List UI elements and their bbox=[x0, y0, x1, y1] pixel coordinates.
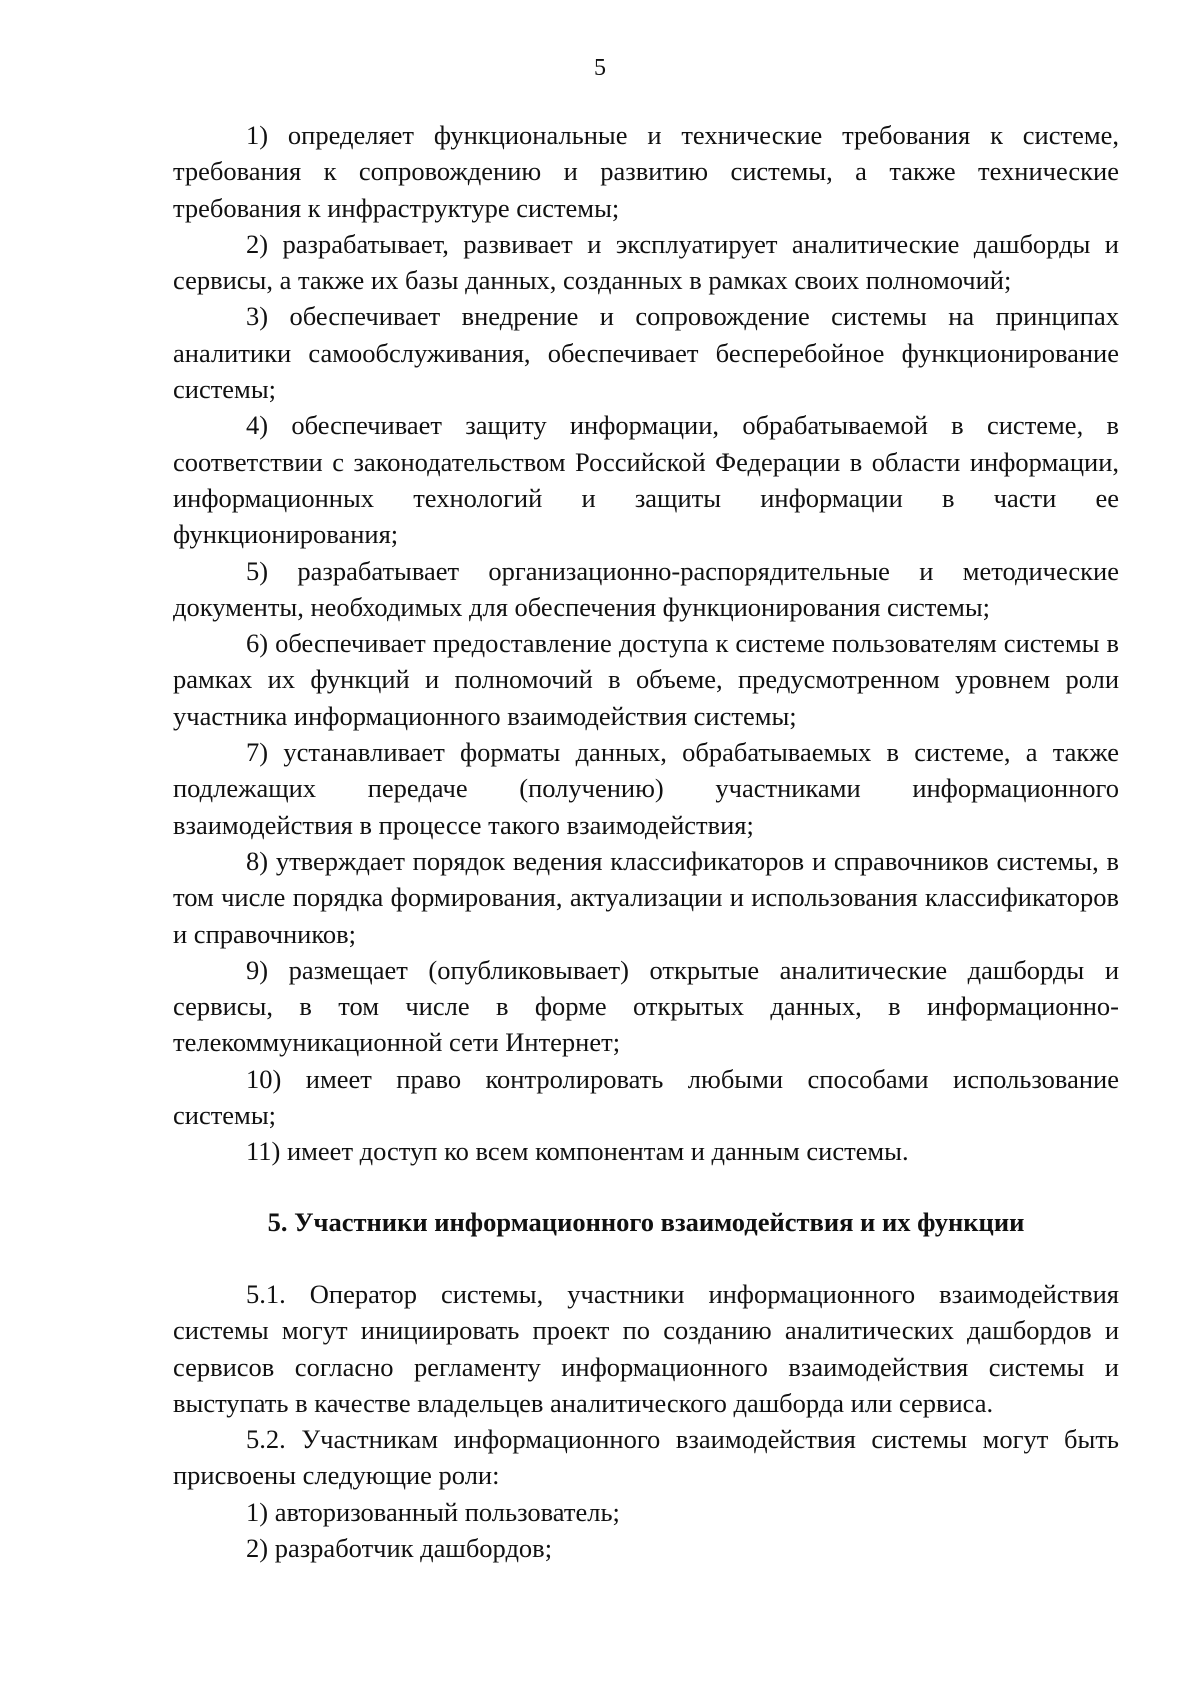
section-heading: 5. Участники информационного взаимодействия и их функции bbox=[267, 1206, 1025, 1237]
page-number: 5 bbox=[594, 55, 606, 81]
list-item: 10) имеет право контролировать любыми способами использование системы; bbox=[173, 1063, 1119, 1131]
document-body bbox=[173, 117, 1119, 1566]
list-item: 1) определяет функциональные и технические требования к системе, требования к сопровождению и развитию системы, а также технические требования к инфраструктуре системы; bbox=[173, 120, 1119, 223]
section-paragraph: 5.1. Оператор системы, участники информационного взаимодействия системы могут инициировать проект по созданию аналитических дашбордов и сервисов согласно регламенту информационного взаимодействия системы и выступать в качестве владельцев аналитического дашборда или сервиса. bbox=[173, 1278, 1119, 1418]
list-item: 11) имеет доступ ко всем компонентам и данным системы. bbox=[246, 1136, 909, 1167]
list-item: 6) обеспечивает предоставление доступа к системе пользователям системы в рамках их функций и полномочий в объеме, предусмотренном уровнем роли участника информационного взаимодействия системы; bbox=[173, 628, 1119, 731]
list-item: 9) размещает (опубликовывает) открытые аналитические дашборды и сервисы, в том числе в форме открытых данных, в информационно-телекоммуникационной сети Интернет; bbox=[173, 954, 1119, 1058]
list-item: 4) обеспечивает защиту информации, обрабатываемой в системе, в соответствии с законодательством Российской Федерации в области информации, информационных технологий и защиты информации в части ее функционирования; bbox=[173, 410, 1119, 550]
list-item: 7) устанавливает форматы данных, обрабатываемых в системе, а также подлежащих передаче (получению) участниками информационного взаимодействия в процессе такого взаимодействия; bbox=[173, 737, 1119, 840]
role-list-item: 2) разработчик дашбордов; bbox=[246, 1532, 553, 1563]
list-item: 2) разрабатывает, развивает и эксплуатирует аналитические дашборды и сервисы, а также их базы данных, созданных в рамках своих полномочий; bbox=[173, 228, 1119, 296]
section-paragraph: 5.2. Участникам информационного взаимодействия системы могут быть присвоены следующие роли: bbox=[173, 1424, 1119, 1491]
list-item: 8) утверждает порядок ведения классификаторов и справочников системы, в том числе порядка формирования, актуализации и использования классификаторов и справочников; bbox=[173, 845, 1119, 949]
list-item: 5) разрабатывает организационно-распорядительные и методические документы, необходимых для обеспечения функционирования системы; bbox=[173, 555, 1119, 622]
role-list-item: 1) авторизованный пользователь; bbox=[246, 1496, 620, 1527]
list-item: 3) обеспечивает внедрение и сопровождение системы на принципах аналитики самообслуживания, обеспечивает бесперебойное функционирование системы; bbox=[173, 301, 1119, 405]
